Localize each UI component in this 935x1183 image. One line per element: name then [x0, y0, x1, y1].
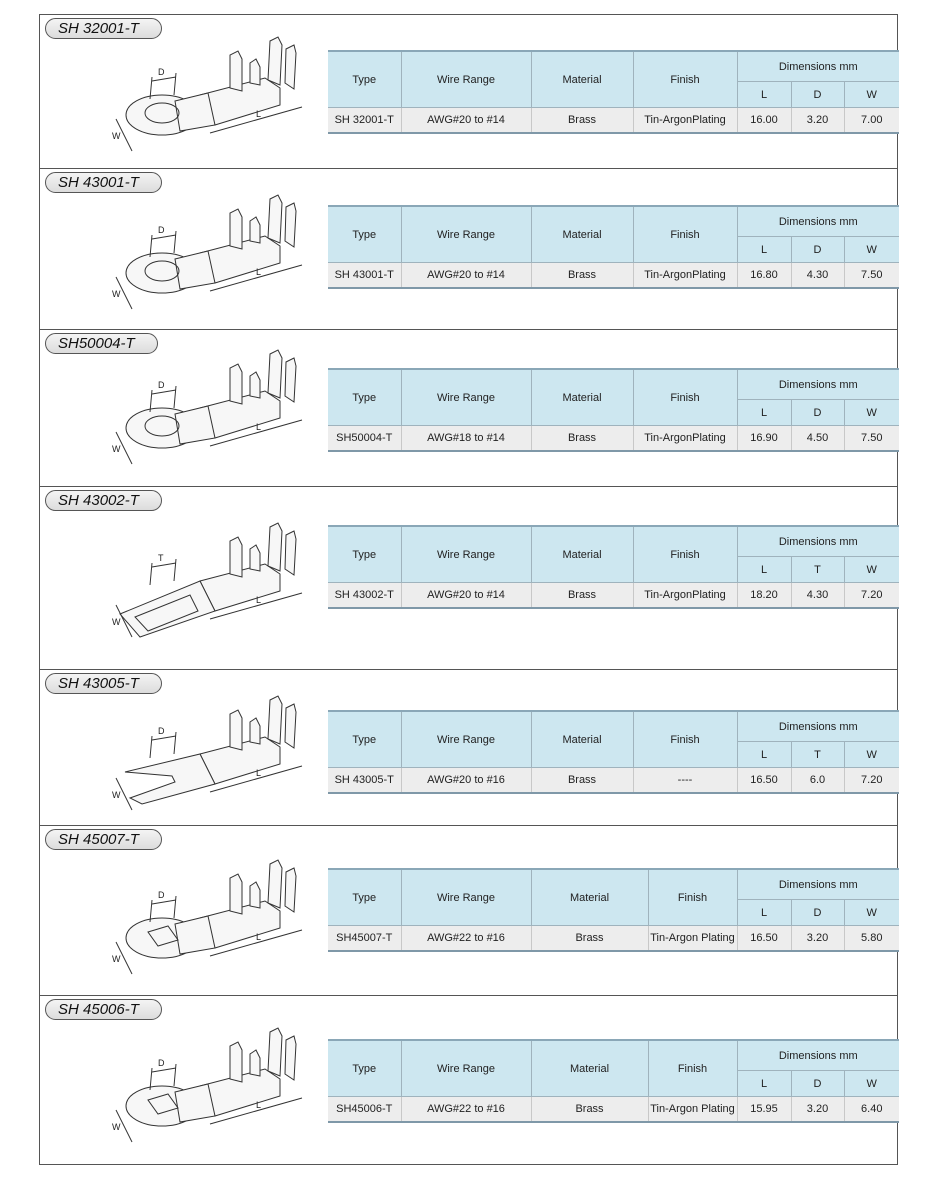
col-header-finish: Finish: [633, 51, 737, 108]
terminal-illustration: [80, 1024, 320, 1149]
crimp-wing: [268, 860, 282, 908]
terminal-diagram: [80, 519, 320, 644]
crimp-wing: [268, 195, 282, 243]
cell-dim-1: 16.00: [737, 108, 791, 134]
product-title: SH50004-T: [58, 335, 135, 352]
cell-wire-range: AWG#18 to #14: [401, 426, 531, 452]
product-title: SH 32001-T: [58, 20, 139, 37]
cell-dim-1: 16.50: [737, 768, 791, 794]
crimp-wing: [230, 364, 242, 404]
table-row: [328, 926, 899, 952]
cell-material: Brass: [531, 768, 633, 794]
product-title-badge: [45, 829, 162, 850]
crimp-wing: [285, 203, 296, 247]
col-header-dimensions: Dimensions mm: [737, 206, 899, 237]
cell-dim-3: 7.50: [844, 426, 899, 452]
col-header-material: Material: [531, 526, 633, 583]
spec-table: [328, 710, 899, 794]
table-row: [328, 583, 899, 609]
col-header-wire-range: Wire Range: [401, 711, 531, 768]
spec-table: [328, 1039, 899, 1123]
cell-type: SH 43002-T: [328, 583, 401, 609]
dimension-label: L: [256, 768, 262, 778]
cell-finish: Tin-ArgonPlating: [633, 263, 737, 289]
terminal-diagram: [80, 856, 320, 981]
dimension-label: D: [158, 726, 165, 736]
dim-header-2: D: [791, 400, 844, 426]
cell-wire-range: AWG#22 to #16: [401, 926, 531, 952]
cell-dim-1: 15.95: [737, 1097, 791, 1123]
dim-header-2: D: [791, 900, 844, 926]
terminal-diagram: [80, 1024, 320, 1149]
col-header-type: Type: [328, 206, 401, 263]
table-row: [328, 108, 899, 134]
col-header-type: Type: [328, 869, 401, 926]
product-section-3: [40, 330, 897, 487]
crimp-wing: [230, 209, 242, 249]
col-header-material: Material: [531, 869, 648, 926]
table-row: [328, 1097, 899, 1123]
dim-header-1: L: [737, 900, 791, 926]
dimension-label: D: [158, 67, 165, 77]
dim-header-3: W: [844, 400, 899, 426]
terminal-tongue: [120, 581, 215, 637]
col-header-type: Type: [328, 51, 401, 108]
cell-dim-2: 4.30: [791, 583, 844, 609]
crimp-wing: [285, 358, 296, 402]
cell-material: Brass: [531, 1097, 648, 1123]
cell-type: SH 32001-T: [328, 108, 401, 134]
dim-header-1: L: [737, 1071, 791, 1097]
cell-material: Brass: [531, 926, 648, 952]
cell-dim-2: 4.50: [791, 426, 844, 452]
col-header-material: Material: [531, 369, 633, 426]
crimp-wing: [268, 523, 282, 571]
product-title-badge: [45, 172, 162, 193]
dimension-label: L: [256, 109, 262, 119]
dim-header-2: T: [791, 557, 844, 583]
col-header-material: Material: [531, 206, 633, 263]
cell-wire-range: AWG#22 to #16: [401, 1097, 531, 1123]
col-header-dimensions: Dimensions mm: [737, 51, 899, 82]
col-header-material: Material: [531, 51, 633, 108]
dim-header-1: L: [737, 742, 791, 768]
cell-dim-3: 7.20: [844, 583, 899, 609]
dimension-label: L: [256, 932, 262, 942]
product-section-5: [40, 670, 897, 826]
cell-dim-2: 4.30: [791, 263, 844, 289]
crimp-wing: [230, 51, 242, 91]
col-header-dimensions: Dimensions mm: [737, 869, 899, 900]
dimension-label: D: [158, 1058, 165, 1068]
crimp-wing: [285, 45, 296, 89]
cell-type: SH45006-T: [328, 1097, 401, 1123]
dimension-label: W: [112, 617, 121, 627]
crimp-wing: [250, 718, 260, 744]
cell-material: Brass: [531, 263, 633, 289]
cell-finish: Tin-Argon Plating: [648, 1097, 737, 1123]
col-header-finish: Finish: [648, 1040, 737, 1097]
product-title: SH 45006-T: [58, 1001, 139, 1018]
cell-dim-2: 3.20: [791, 108, 844, 134]
table-row: [328, 426, 899, 452]
crimp-wing: [268, 696, 282, 744]
dim-header-2: D: [791, 1071, 844, 1097]
dimension-label: L: [256, 422, 262, 432]
cell-dim-1: 16.50: [737, 926, 791, 952]
product-title: SH 43002-T: [58, 492, 139, 509]
dimension-label: W: [112, 954, 121, 964]
col-header-wire-range: Wire Range: [401, 369, 531, 426]
col-header-type: Type: [328, 711, 401, 768]
crimp-wing: [268, 37, 282, 85]
cell-finish: ----: [633, 768, 737, 794]
cell-finish: Tin-ArgonPlating: [633, 108, 737, 134]
cell-material: Brass: [531, 583, 633, 609]
spec-table: [328, 205, 899, 289]
fork-tongue: [125, 754, 215, 804]
terminal-illustration: [80, 692, 320, 817]
dimension-label: W: [112, 131, 121, 141]
cell-dim-3: 6.40: [844, 1097, 899, 1123]
product-title-badge: [45, 999, 162, 1020]
col-header-dimensions: Dimensions mm: [737, 526, 899, 557]
cell-material: Brass: [531, 108, 633, 134]
product-title: SH 43001-T: [58, 174, 139, 191]
table-row: [328, 263, 899, 289]
cell-material: Brass: [531, 426, 633, 452]
dim-header-1: L: [737, 400, 791, 426]
crimp-wing: [230, 710, 242, 750]
dimension-label: D: [158, 890, 165, 900]
product-section-4: [40, 487, 897, 670]
terminal-illustration: [80, 856, 320, 981]
product-section-2: [40, 169, 897, 330]
crimp-wing: [250, 545, 260, 571]
dim-header-3: W: [844, 900, 899, 926]
col-header-wire-range: Wire Range: [401, 869, 531, 926]
cell-wire-range: AWG#20 to #14: [401, 583, 531, 609]
crimp-wing: [230, 537, 242, 577]
spec-table: [328, 368, 899, 452]
cell-dim-3: 7.50: [844, 263, 899, 289]
cell-type: SH 43001-T: [328, 263, 401, 289]
col-header-dimensions: Dimensions mm: [737, 1040, 899, 1071]
product-title-badge: [45, 673, 162, 694]
cell-type: SH 43005-T: [328, 768, 401, 794]
cell-dim-3: 5.80: [844, 926, 899, 952]
cell-wire-range: AWG#20 to #16: [401, 768, 531, 794]
col-header-type: Type: [328, 526, 401, 583]
product-section-1: [40, 15, 897, 169]
crimp-wing: [250, 1050, 260, 1076]
col-header-dimensions: Dimensions mm: [737, 711, 899, 742]
col-header-finish: Finish: [633, 711, 737, 768]
cell-wire-range: AWG#20 to #14: [401, 108, 531, 134]
col-header-wire-range: Wire Range: [401, 526, 531, 583]
cell-finish: Tin-ArgonPlating: [633, 583, 737, 609]
dim-header-3: W: [844, 1071, 899, 1097]
dimension-label: L: [256, 1100, 262, 1110]
dim-header-3: W: [844, 742, 899, 768]
cell-dim-1: 18.20: [737, 583, 791, 609]
terminal-illustration: [80, 191, 320, 316]
cell-type: SH50004-T: [328, 426, 401, 452]
crimp-wing: [285, 1036, 296, 1080]
col-header-dimensions: Dimensions mm: [737, 369, 899, 400]
cell-dim-2: 6.0: [791, 768, 844, 794]
crimp-wing: [250, 217, 260, 243]
col-header-wire-range: Wire Range: [401, 51, 531, 108]
crimp-wing: [268, 1028, 282, 1076]
terminal-diagram: [80, 191, 320, 316]
dimension-label: W: [112, 790, 121, 800]
dim-header-2: D: [791, 82, 844, 108]
product-title-badge: [45, 490, 162, 511]
crimp-wing: [250, 59, 260, 85]
cell-finish: Tin-ArgonPlating: [633, 426, 737, 452]
crimp-wing: [268, 350, 282, 398]
col-header-finish: Finish: [633, 526, 737, 583]
cell-dim-3: 7.20: [844, 768, 899, 794]
dimension-label: D: [158, 225, 165, 235]
dim-header-3: W: [844, 237, 899, 263]
spec-table: [328, 525, 899, 609]
crimp-wing: [230, 874, 242, 914]
terminal-diagram: [80, 692, 320, 817]
crimp-wing: [285, 704, 296, 748]
cell-dim-2: 3.20: [791, 926, 844, 952]
dim-header-2: T: [791, 742, 844, 768]
dim-header-1: L: [737, 82, 791, 108]
cell-dim-3: 7.00: [844, 108, 899, 134]
spec-table: [328, 50, 899, 134]
col-header-finish: Finish: [633, 206, 737, 263]
terminal-illustration: [80, 519, 320, 644]
dim-header-1: L: [737, 237, 791, 263]
dimension-label: L: [256, 595, 262, 605]
crimp-wing: [285, 868, 296, 912]
crimp-wing: [250, 372, 260, 398]
col-header-finish: Finish: [648, 869, 737, 926]
spec-table: [328, 868, 899, 952]
crimp-wing: [285, 531, 296, 575]
dimension-label: W: [112, 289, 121, 299]
col-header-finish: Finish: [633, 369, 737, 426]
terminal-diagram: [80, 33, 320, 158]
terminal-illustration: [80, 346, 320, 471]
cell-finish: Tin-Argon Plating: [648, 926, 737, 952]
crimp-wing: [250, 882, 260, 908]
dim-header-3: W: [844, 557, 899, 583]
col-header-material: Material: [531, 1040, 648, 1097]
table-row: [328, 768, 899, 794]
cell-dim-1: 16.80: [737, 263, 791, 289]
crimp-wing: [230, 1042, 242, 1082]
col-header-material: Material: [531, 711, 633, 768]
dimension-label: L: [256, 267, 262, 277]
cell-dim-1: 16.90: [737, 426, 791, 452]
cell-wire-range: AWG#20 to #14: [401, 263, 531, 289]
catalog-sheet: [39, 14, 898, 1165]
dim-header-2: D: [791, 237, 844, 263]
product-section-6: [40, 826, 897, 996]
dimension-label: D: [158, 380, 165, 390]
terminal-diagram: [80, 346, 320, 471]
product-title: SH 45007-T: [58, 831, 139, 848]
cell-type: SH45007-T: [328, 926, 401, 952]
product-section-7: [40, 996, 897, 1166]
col-header-type: Type: [328, 1040, 401, 1097]
cell-dim-2: 3.20: [791, 1097, 844, 1123]
col-header-wire-range: Wire Range: [401, 206, 531, 263]
col-header-type: Type: [328, 369, 401, 426]
dim-header-1: L: [737, 557, 791, 583]
dimension-label: T: [158, 553, 164, 563]
dimension-label: W: [112, 1122, 121, 1132]
col-header-wire-range: Wire Range: [401, 1040, 531, 1097]
dim-header-3: W: [844, 82, 899, 108]
dimension-label: W: [112, 444, 121, 454]
product-title: SH 43005-T: [58, 675, 139, 692]
terminal-illustration: [80, 33, 320, 158]
